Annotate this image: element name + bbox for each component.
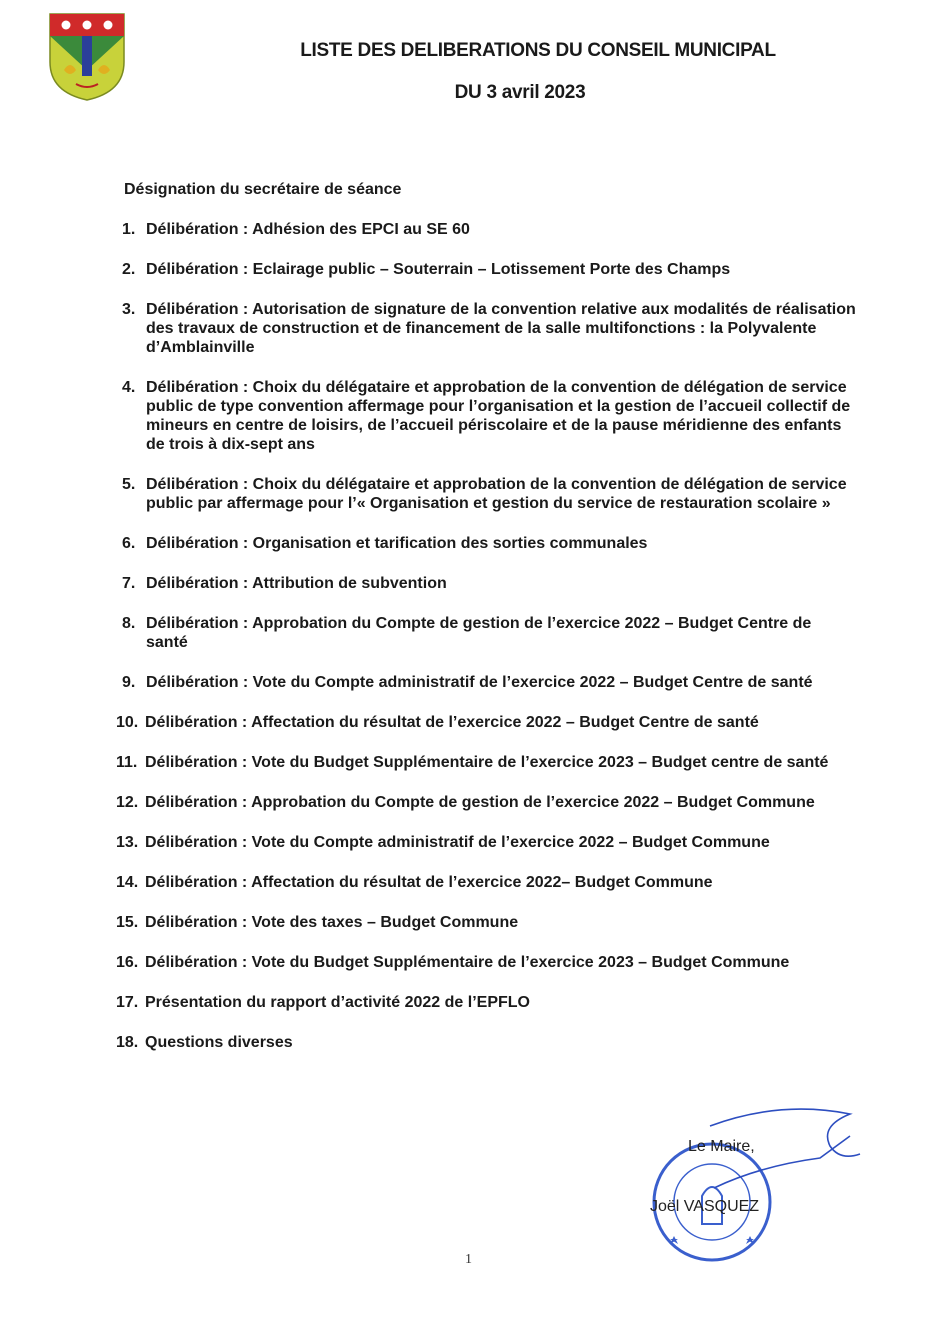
item-text: Délibération : Vote du Budget Supplémentaire de l’exercice 2023 – Budget Commune: [145, 954, 790, 971]
list-item: [116, 1033, 856, 1052]
item-number: 8.: [122, 615, 136, 632]
item-text: Délibération : Attribution de subvention: [146, 575, 447, 592]
intro-line: Désignation du secrétaire de séance: [124, 181, 402, 198]
item-text: Délibération : Autorisation de signature de la convention relative aux modalités de réalisation des travaux de construction et de financement de la salle multifonctions : la Polyvalente d’Amblainville: [146, 301, 856, 356]
list-item: [116, 260, 856, 279]
page-number: 1: [465, 1252, 472, 1267]
item-number: 6.: [122, 535, 136, 552]
item-number: 12.: [116, 794, 139, 811]
mayor-name: Joël VASQUEZ: [650, 1198, 760, 1215]
item-number: 18.: [116, 1034, 139, 1051]
list-item: [116, 378, 856, 454]
item-text: Délibération : Vote du Compte administratif de l’exercice 2022 – Budget Centre de santé: [146, 674, 813, 691]
list-item: [116, 993, 856, 1012]
list-item: [116, 753, 856, 772]
item-text: Délibération : Affectation du résultat de l’exercice 2022– Budget Commune: [145, 874, 713, 891]
municipal-coat-of-arms-logo: [46, 10, 128, 102]
list-item: [116, 793, 856, 812]
item-number: 4.: [122, 379, 136, 396]
item-text: Présentation du rapport d’activité 2022 de l’EPFLO: [145, 994, 530, 1011]
list-item: [116, 833, 856, 852]
document-date: DU 3 avril 2023: [454, 82, 586, 103]
item-text: Délibération : Vote du Compte administratif de l’exercice 2022 – Budget Commune: [145, 834, 770, 851]
item-text: Délibération : Choix du délégataire et approbation de la convention de délégation de service public par affermage pour l’« Organisation et gestion du service de restauration scolaire »: [146, 476, 847, 512]
item-text: Questions diverses: [145, 1034, 293, 1051]
item-text: Délibération : Affectation du résultat de l’exercice 2022 – Budget Centre de santé: [145, 714, 759, 731]
list-item: [116, 673, 856, 692]
list-item: [116, 873, 856, 892]
document-title: LISTE DES DELIBERATIONS DU CONSEIL MUNICIPAL: [300, 40, 776, 61]
item-text: Délibération : Approbation du Compte de gestion de l’exercice 2022 – Budget Commune: [145, 794, 815, 811]
item-number: 10.: [116, 714, 139, 731]
item-text: Délibération : Eclairage public – Souterrain – Lotissement Porte des Champs: [146, 261, 731, 278]
list-item: [116, 614, 856, 652]
item-text: Délibération : Vote du Budget Supplémentaire de l’exercice 2023 – Budget centre de santé: [145, 754, 829, 771]
item-number: 15.: [116, 914, 139, 931]
list-item: [116, 300, 856, 357]
deliberations-list: [116, 220, 856, 1052]
mayor-title: Le Maire,: [688, 1138, 755, 1155]
list-item: [116, 220, 856, 239]
list-item: [116, 534, 856, 553]
item-number: 13.: [116, 834, 139, 851]
item-number: 7.: [122, 575, 136, 592]
item-number: 17.: [116, 994, 139, 1011]
list-item: [116, 713, 856, 732]
list-item: [116, 475, 856, 513]
item-text: Délibération : Vote des taxes – Budget Commune: [145, 914, 519, 931]
item-text: Délibération : Choix du délégataire et approbation de la convention de délégation de service public de type convention affermage pour l’organisation et la gestion de l’accueil collectif de mineurs en centre de loisirs, de l’accueil périscolaire et de la pause méridienne des enfants de trois à dix-sept ans: [146, 379, 851, 453]
item-number: 11.: [116, 754, 138, 771]
list-item: [116, 574, 856, 593]
item-number: 16.: [116, 954, 139, 971]
item-number: 1.: [122, 221, 136, 238]
item-number: 9.: [122, 674, 136, 691]
item-number: 3.: [122, 301, 136, 318]
deliberations-content: [116, 180, 856, 1073]
item-number: 2.: [122, 261, 136, 278]
signature-block: [640, 1130, 860, 1270]
list-item: [116, 953, 856, 972]
item-text: Délibération : Approbation du Compte de gestion de l’exercice 2022 – Budget Centre de santé: [146, 615, 812, 651]
item-text: Délibération : Organisation et tarification des sorties communales: [146, 535, 648, 552]
item-text: Délibération : Adhésion des EPCI au SE 60: [146, 221, 470, 238]
list-item: [116, 913, 856, 932]
item-number: 14.: [116, 874, 139, 891]
item-number: 5.: [122, 476, 136, 493]
